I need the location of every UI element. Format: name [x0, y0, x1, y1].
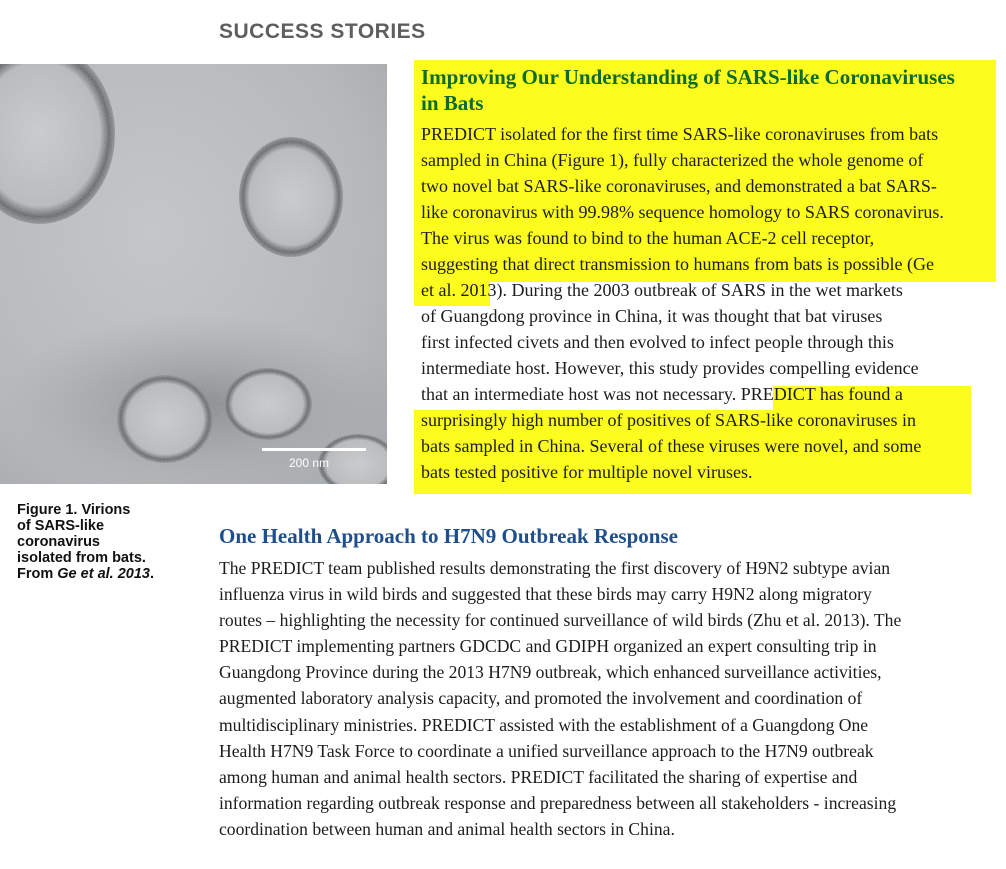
article1-body: PREDICT isolated for the first time SARS-like coronaviruses from bats sampled in China (Figure 1), fully characterized the whole genome of two novel bat SARS-like coronaviruses, and demonstrated a bat SARS- like coronavirus with 99.98% sequence homology to SARS coronavirus. The virus was found to bind to the human ACE-2 cell receptor, suggesting that direct transmission to humans from bats is possible (Ge et al. 2013). During the 2003 outbreak of SARS in the wet markets of Guangdong province in China, it was thought that bat viruses first infected civets and then evolved to infect people through this intermediate host. However, this study provides compelling evidence that an intermediate host was not necessary. PREDICT has found a surprisingly high number of positives of SARS-like coronaviruses in bats sampled in China. Several of these viruses were novel, and some bats tested positive for multiple novel viruses.: [421, 124, 944, 482]
article2-title: One Health Approach to H7N9 Outbreak Response: [219, 524, 678, 548]
article2-body: The PREDICT team published results demonstrating the first discovery of H9N2 subtype avian influenza virus in wild birds and suggested that these birds may carry H9N2 along migratory routes – highlighting the necessity for continued surveillance of wild birds (Zhu et al. 2013). The PREDICT implementing partners GDCDC and GDIPH organized an expert consulting trip in Guangdong Province during the 2013 H7N9 outbreak, which enhanced surveillance activities, augmented laboratory analysis capacity, and promoted the involvement and coordination of multidisciplinary ministries. PREDICT assisted with the establishment of a Guangdong One Health H7N9 Task Force to coordinate a unified surveillance approach to the H7N9 outbreak among human and animal health sectors. PREDICT facilitated the sharing of expertise and information regarding outbreak response and preparedness between all stakeholders - increasing coordination between human and animal health sectors in China.: [219, 558, 902, 839]
section-label: SUCCESS STORIES: [219, 20, 426, 43]
article1-title: Improving Our Understanding of SARS-like Coronaviruses in Bats: [421, 65, 955, 115]
virion-micrograph-image: [0, 64, 387, 484]
figure-caption: Figure 1. Virions of SARS-like coronavirus isolated from bats. From Ge et al. 2013.: [17, 502, 155, 582]
scale-bar-label: 200 nm: [289, 456, 330, 470]
